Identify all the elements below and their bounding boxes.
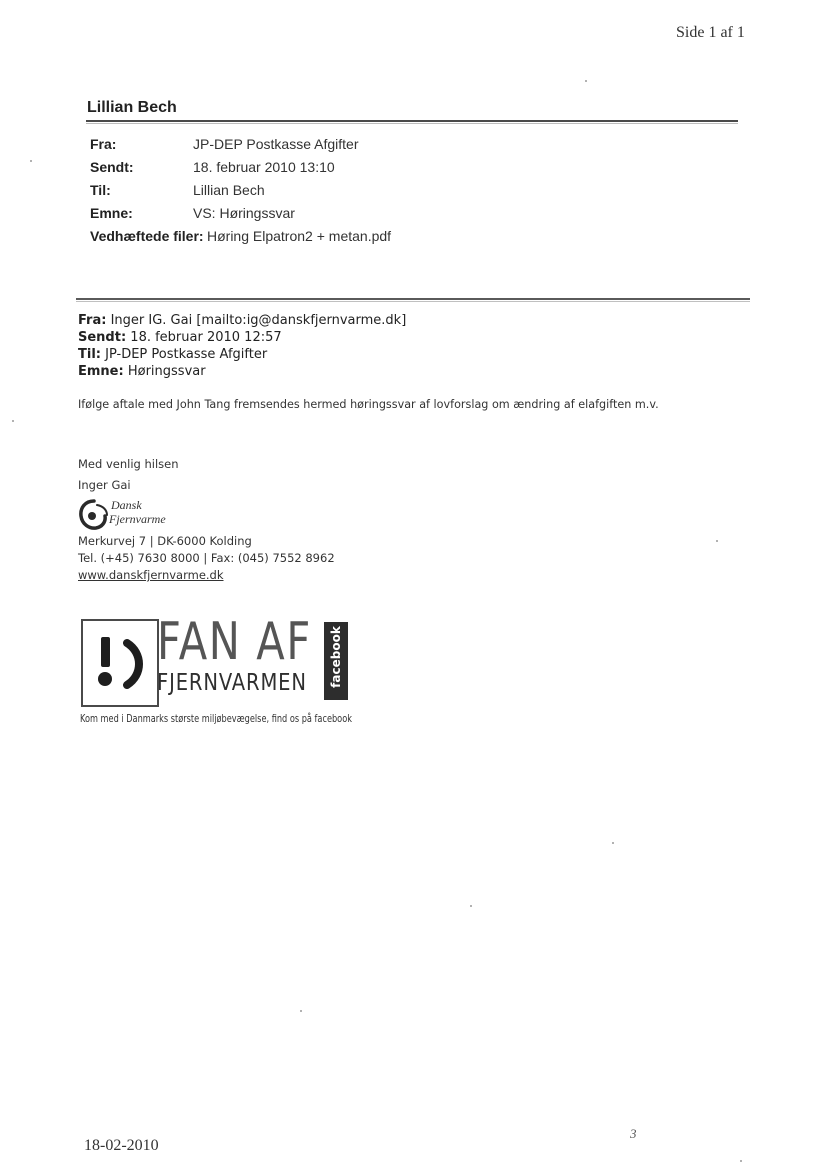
header-attachments-value: Høring Elpatron2 + metan.pdf: [207, 228, 392, 244]
signature-website-link[interactable]: www.danskfjernvarme.dk: [78, 568, 224, 582]
header-divider-shadow: [86, 123, 738, 124]
banner-title: FAN AF: [157, 612, 312, 672]
sender-name: Lillian Bech: [87, 99, 177, 116]
header-from-label: Fra:: [90, 136, 117, 152]
signature-name: Inger Gai: [78, 478, 131, 492]
signature-phone: Tel. (+45) 7630 8000 | Fax: (045) 7552 8962: [78, 551, 335, 565]
exclamation-smile-icon: [83, 621, 157, 705]
header-subject-label: Emne:: [90, 205, 133, 221]
exclamation-logo-box: [81, 619, 159, 707]
forwarded-from-value: Inger IG. Gai [mailto:ig@danskfjernvarme.dk]: [110, 313, 407, 328]
forwarded-to-row: [78, 347, 267, 362]
header-sent-label: Sendt:: [90, 159, 134, 175]
header-divider: [86, 120, 738, 122]
scan-speck: [12, 420, 14, 422]
scan-speck: [585, 80, 587, 82]
scan-speck: [300, 1010, 302, 1012]
header-from-value: JP-DEP Postkasse Afgifter: [193, 136, 359, 152]
forwarded-sent-row: [78, 330, 282, 345]
facebook-badge-label: facebook: [329, 626, 343, 688]
forwarded-from-row: [78, 313, 406, 328]
forward-divider-shadow: [76, 301, 750, 302]
forward-divider: [76, 298, 750, 300]
footer-date: 18-02-2010: [84, 1137, 159, 1154]
header-subject-value: VS: Høringssvar: [193, 205, 295, 221]
forwarded-sent-value: 18. februar 2010 12:57: [130, 330, 282, 345]
signature-address: Merkurvej 7 | DK-6000 Kolding: [78, 534, 252, 548]
header-attachments-label: Vedhæftede filer:: [90, 228, 204, 244]
forwarded-subject-value: Høringssvar: [127, 364, 206, 379]
logo-text-fjernvarme: Fjernvarme: [109, 512, 166, 526]
facebook-badge: [324, 622, 348, 700]
scan-speck: [612, 842, 614, 844]
forwarded-subject-row: [78, 364, 206, 379]
message-body: Ifølge aftale med John Tang fremsendes hermed høringssvar af lovforslag om ændring af elafgiften m.v.: [78, 398, 659, 411]
logo-text-dansk: Dansk: [111, 498, 142, 512]
scan-speck: [470, 905, 472, 907]
header-sent-value: 18. februar 2010 13:10: [193, 159, 335, 175]
forwarded-to-value: JP-DEP Postkasse Afgifter: [105, 347, 268, 362]
banner-subtitle: FJERNVARMEN: [157, 670, 307, 696]
footer-page-mark: 3: [630, 1126, 637, 1141]
header-to-value: Lillian Bech: [193, 182, 265, 198]
page-number: Side 1 af 1: [676, 24, 745, 41]
dansk-fjernvarme-logo: [77, 497, 197, 533]
forwarded-from-label: Fra:: [78, 313, 107, 328]
header-to-label: Til:: [90, 182, 111, 198]
scan-speck: [716, 540, 718, 542]
forwarded-to-label: Til:: [78, 347, 101, 362]
scan-speck: [30, 160, 32, 162]
swirl-logo-icon: [77, 497, 111, 533]
banner-tagline: Kom med i Danmarks største miljøbevægelse, find os på facebook: [80, 713, 352, 725]
forwarded-sent-label: Sendt:: [78, 330, 127, 345]
scan-speck: [740, 1160, 742, 1162]
signature-greeting: Med venlig hilsen: [78, 457, 179, 471]
forwarded-subject-label: Emne:: [78, 364, 124, 379]
